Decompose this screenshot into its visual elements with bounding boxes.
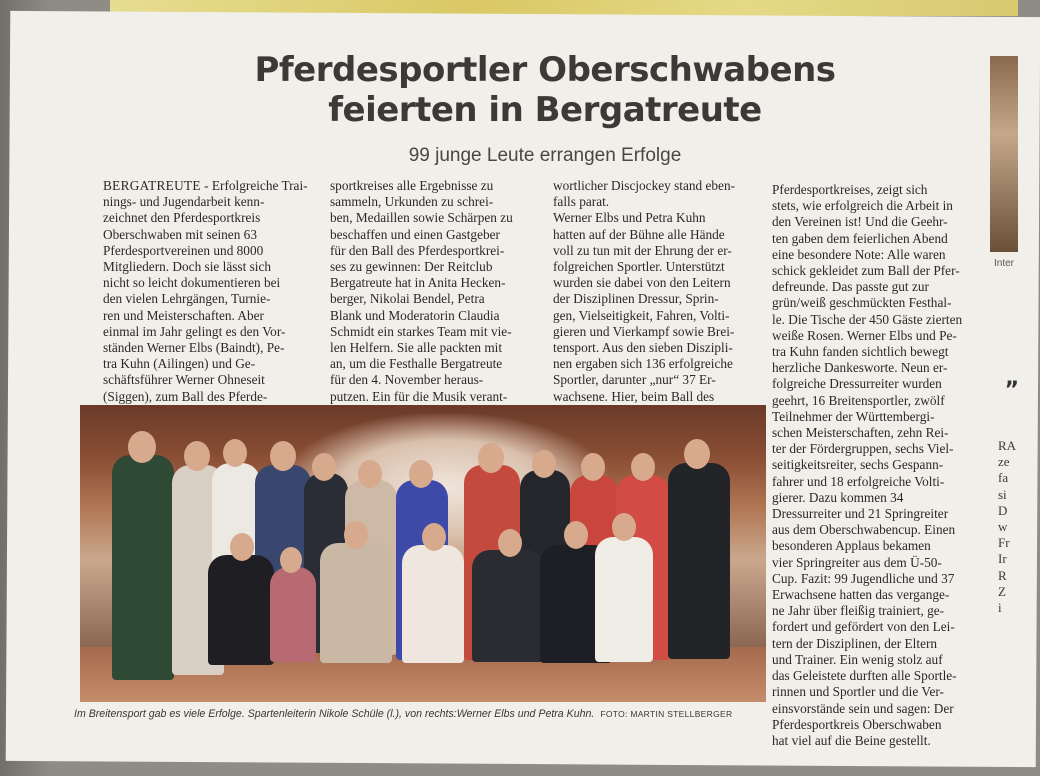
- sidebar-quote-mark: „: [1005, 366, 1020, 391]
- person-head: [409, 460, 433, 488]
- person: [402, 545, 464, 663]
- person-head: [422, 523, 446, 551]
- person-head: [478, 443, 504, 473]
- article-column-3: wortlicher Discjockey stand eben- falls parat. Werner Elbs und Petra Kuhn hatten auf der Bühne alle Hände voll zu tun mit der Ehrung der er- folgreichen Sportler. Unterstützt wurden sie dabei von den Leitern der Disziplinen Dressur, Sprin- gen, Vielseitigkeit, Fahren, Volti- gieren und Vierkampf sowie Brei- tensport. Aus den sieben Diszipli- nen ergaben sich 136 erfolgreiche Sportler, darunter „nur“ 37 Er- wachsene. Hier, beim Ball des: [553, 178, 736, 404]
- person: [320, 543, 392, 663]
- person-head: [344, 521, 368, 549]
- article-column-4: Pferdesportkreises, zeigt sich stets, wie erfolgreich die Arbeit in den Vereinen ist! Und die Geehr- ten gaben dem feierlichen Abend eine besondere Note: Alle waren schick gekleidet zum Ball der Pfer- defreunde. Das passte gut zur grün/weiß geschmückten Festhal- le. Die Tische der 450 Gäste zierten weiße Rosen. Werner Elbs und Pe- tra Kuhn fanden sichtlich bewegt herzliche Dankesworte. Neun er- folgreiche Dressurreiter wurden geehrt, 16 Breitensportler, zwölf Teilnehmer der Württembergi- schen Meisterschaften, zehn Rei- ter der Fördergruppen, sechs Viel- seitigkeitsreiter, sechs Gespann- fahrer und 18 erfolgreiche Volti- gierer. Dazu kommen 34 Dressurreiter und 21 Springreiter aus dem Oberschwabencup. Einen besonderen Applaus bekamen vier Springreiter aus dem Ü-50- Cup. Fazit: 99 Jugendliche und 37 Erwachsene hatten das vergange- ne Jahr über fleißig trainiert, ge- fordert und gefördert von den Lei- tern der Disziplinen, der Eltern und Trainer. Ein wenig stolz auf das Geleistete durften alle Sportle- rinnen und Sportler und die Ver- einsvorstände sein und sagen: Der Pferdesportkreis Oberschwaben hat viel auf die Beine gestellt.: [772, 182, 963, 748]
- dateline: BERGATREUTE: [103, 178, 201, 193]
- person-head: [184, 441, 210, 471]
- article-subheadline: 99 junge Leute errangen Erfolge: [408, 145, 682, 166]
- person-head: [358, 460, 382, 488]
- sidebar-photo: [990, 56, 1018, 252]
- group-photo: [80, 405, 766, 702]
- person: [208, 555, 274, 665]
- article-column-1: [103, 178, 310, 405]
- caption-text: Im Breitensport gab es viele Erfolge. Spartenleiterin Nikole Schüle (l.), von rechts:Werner Elbs und Petra Kuhn.: [74, 708, 595, 720]
- person-head: [128, 431, 156, 463]
- person-head: [270, 441, 296, 471]
- column-1-text: - Erfolgreiche Trai- nings- und Jugendarbeit kenn- zeichnet den Pferdesportkreis Oberschwaben mit seinen 63 Pferdesportvereinen und 8000 Mitgliedern. Doch sie lässt sich nicht so leicht dokumentieren bei den vielen Lehrgängen, Turnie- ren und Meisterschaften. Aber einmal im Jahr gelingt es den Vor- ständen Werner Elbs (Baindt), Pe- tra Kuhn (Ailingen) und Ge- schäftsführer Werner Ohneseit (Siggen), zum Ball des Pferde-: [103, 178, 308, 404]
- person: [270, 567, 316, 662]
- person: [668, 463, 730, 659]
- person-head: [631, 453, 655, 481]
- person: [472, 550, 544, 662]
- person-head: [312, 453, 336, 481]
- article-headline: [160, 50, 930, 130]
- person-head: [280, 547, 302, 573]
- person-head: [223, 439, 247, 467]
- photo-caption: [74, 708, 774, 720]
- headline-line-1: Pferdesportler Oberschwabens: [254, 50, 836, 90]
- person: [595, 537, 653, 662]
- headline-line-2: feierten in Bergatreute: [328, 90, 762, 130]
- person-head: [612, 513, 636, 541]
- person-head: [564, 521, 588, 549]
- person-head: [684, 439, 710, 469]
- person-head: [498, 529, 522, 557]
- sidebar-photo-label: Inter: [994, 258, 1015, 269]
- sidebar-edge-text: RA ze fa si D w Fr Ir R Z i: [998, 438, 1017, 616]
- person-head: [230, 533, 254, 561]
- person: [112, 455, 174, 680]
- photo-credit: FOTO: MARTIN STELLBERGER: [600, 709, 733, 719]
- article-column-2: sportkreises alle Ergebnisse zu sammeln, Urkunden zu schrei- ben, Medaillen sowie Schärpen zu beschaffen und einen Gastgeber für den Ball des Pferdesportkrei- ses zu gewinnen: Der Reitclub Bergatreute hat in Anita Hecken- berger, Nikolai Bendel, Petra Blank und Moderatorin Claudia Schmidt ein starkes Team mit vie- len Helfern. Sie alle packten mit an, um die Festhalle Bergatreute für den 4. November heraus- putzen. Ein für die Musik verant-: [330, 178, 513, 404]
- person-head: [532, 450, 556, 478]
- person-head: [581, 453, 605, 481]
